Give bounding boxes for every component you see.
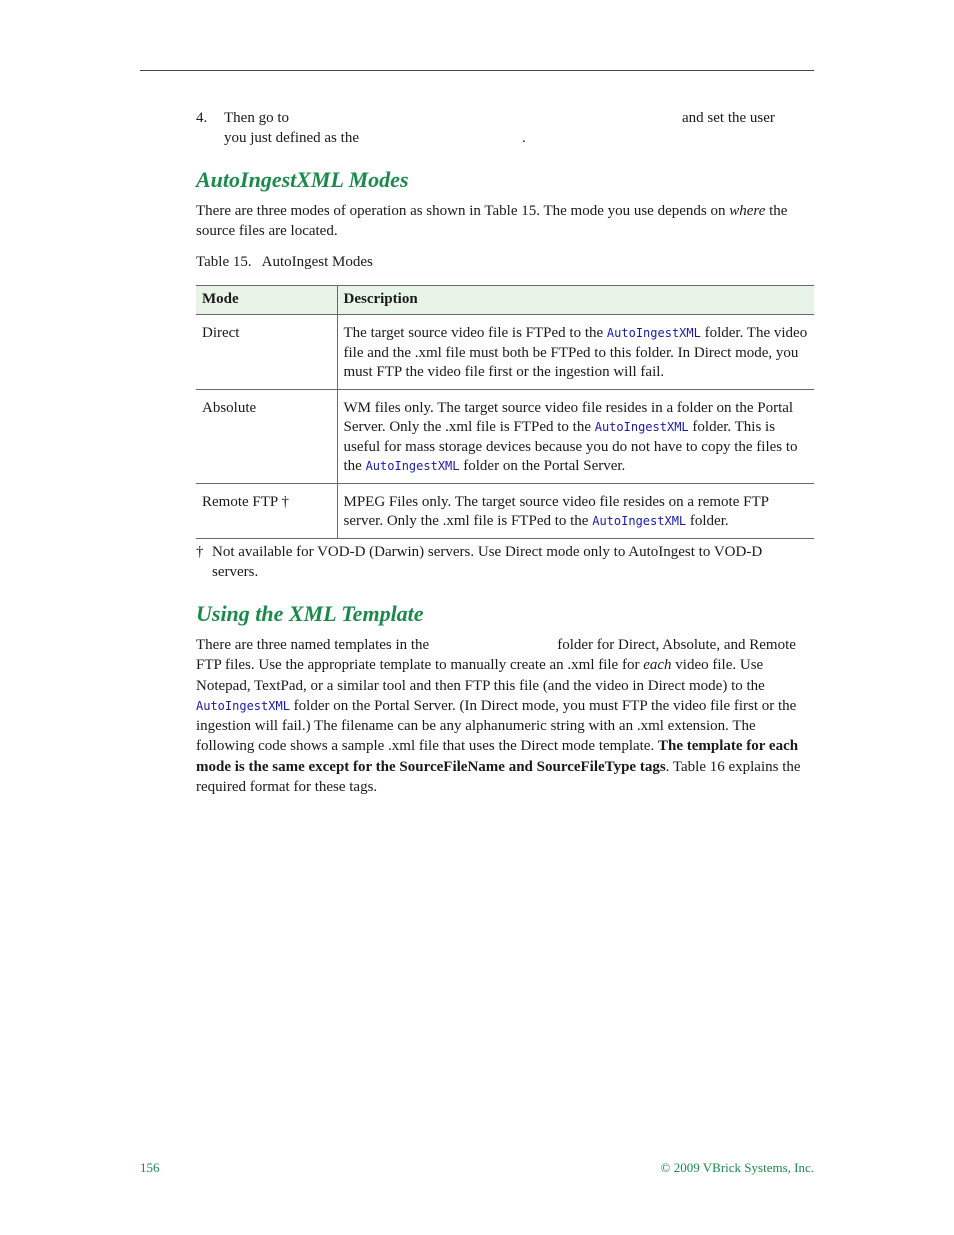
code-term: AutoIngestXML <box>365 459 460 473</box>
copyright: © 2009 VBrick Systems, Inc. <box>660 1160 814 1175</box>
description-cell: MPEG Files only. The target source video file resides on a remote FTP server. Only the .xml file is FTPed to the AutoIngestXML folder. <box>337 483 814 538</box>
description-cell: WM files only. The target source video file resides in a folder on the Portal Server. Only the .xml file is FTPed to the AutoIngestXML folder. This is useful for mass storage devices because you do not have to copy the files to the AutoIngestXML folder on the Portal Server. <box>337 389 814 483</box>
template-paragraph: There are three named templates in the folder for Direct, Absolute, and Remote FTP files. Use the appropriate template to manually create an .xml file for each video file. Use Notepad, TextPad, or a similar tool and then FTP this file (and the video in Direct mode) to the AutoIngestXML folder on the Portal Server. (In Direct mode, you must FTP the video file first or the ingestion will fail.) The filename can be any alphanumeric string with an .xml extension. The following code shows a sample .xml file that uses the Direct mode template. The template for each mode is the same except for the SourceFileName and SourceFileType tags. Table 16 explains the required format for these tags. <box>196 637 801 796</box>
code-term: AutoIngestXML <box>592 514 687 528</box>
section-heading-template: Using the XML Template <box>196 601 424 626</box>
description-cell: The target source video file is FTPed to the AutoIngestXML folder. The video file and the .xml file must both be FTPed to this folder. In Direct mode, you must FTP the video file first or the ingestion will fail. <box>337 315 814 390</box>
mode-cell: Absolute <box>196 389 337 483</box>
code-term: AutoIngestXML <box>594 420 689 434</box>
code-term: AutoIngestXML <box>606 326 701 340</box>
step-text: Then go to and set the user you just defined as the . <box>224 110 775 146</box>
table-row <box>196 315 814 390</box>
header-rule <box>140 70 814 71</box>
code-term: AutoIngestXML <box>196 698 290 713</box>
header-mode: Mode <box>196 286 337 315</box>
modes-intro: There are three modes of operation as shown in Table 15. The mode you use depends on where the source files are located. <box>196 203 788 240</box>
table-row <box>196 483 814 538</box>
modes-table <box>196 285 814 539</box>
table-caption: Table 15. AutoIngest Modes <box>196 254 373 270</box>
step-number: 4. <box>196 110 208 126</box>
header-description: Description <box>337 286 814 315</box>
table-header-row <box>196 286 814 315</box>
section-heading-modes: AutoIngestXML Modes <box>196 167 409 192</box>
mode-cell: Remote FTP † <box>196 483 337 538</box>
table-row <box>196 389 814 483</box>
footnote-text: Not available for VOD-D (Darwin) servers. Use Direct mode only to AutoIngest to VOD-D servers. <box>212 544 763 580</box>
dagger-mark: † <box>196 544 204 560</box>
mode-cell: Direct <box>196 315 337 390</box>
page-number: 156 <box>140 1160 160 1175</box>
